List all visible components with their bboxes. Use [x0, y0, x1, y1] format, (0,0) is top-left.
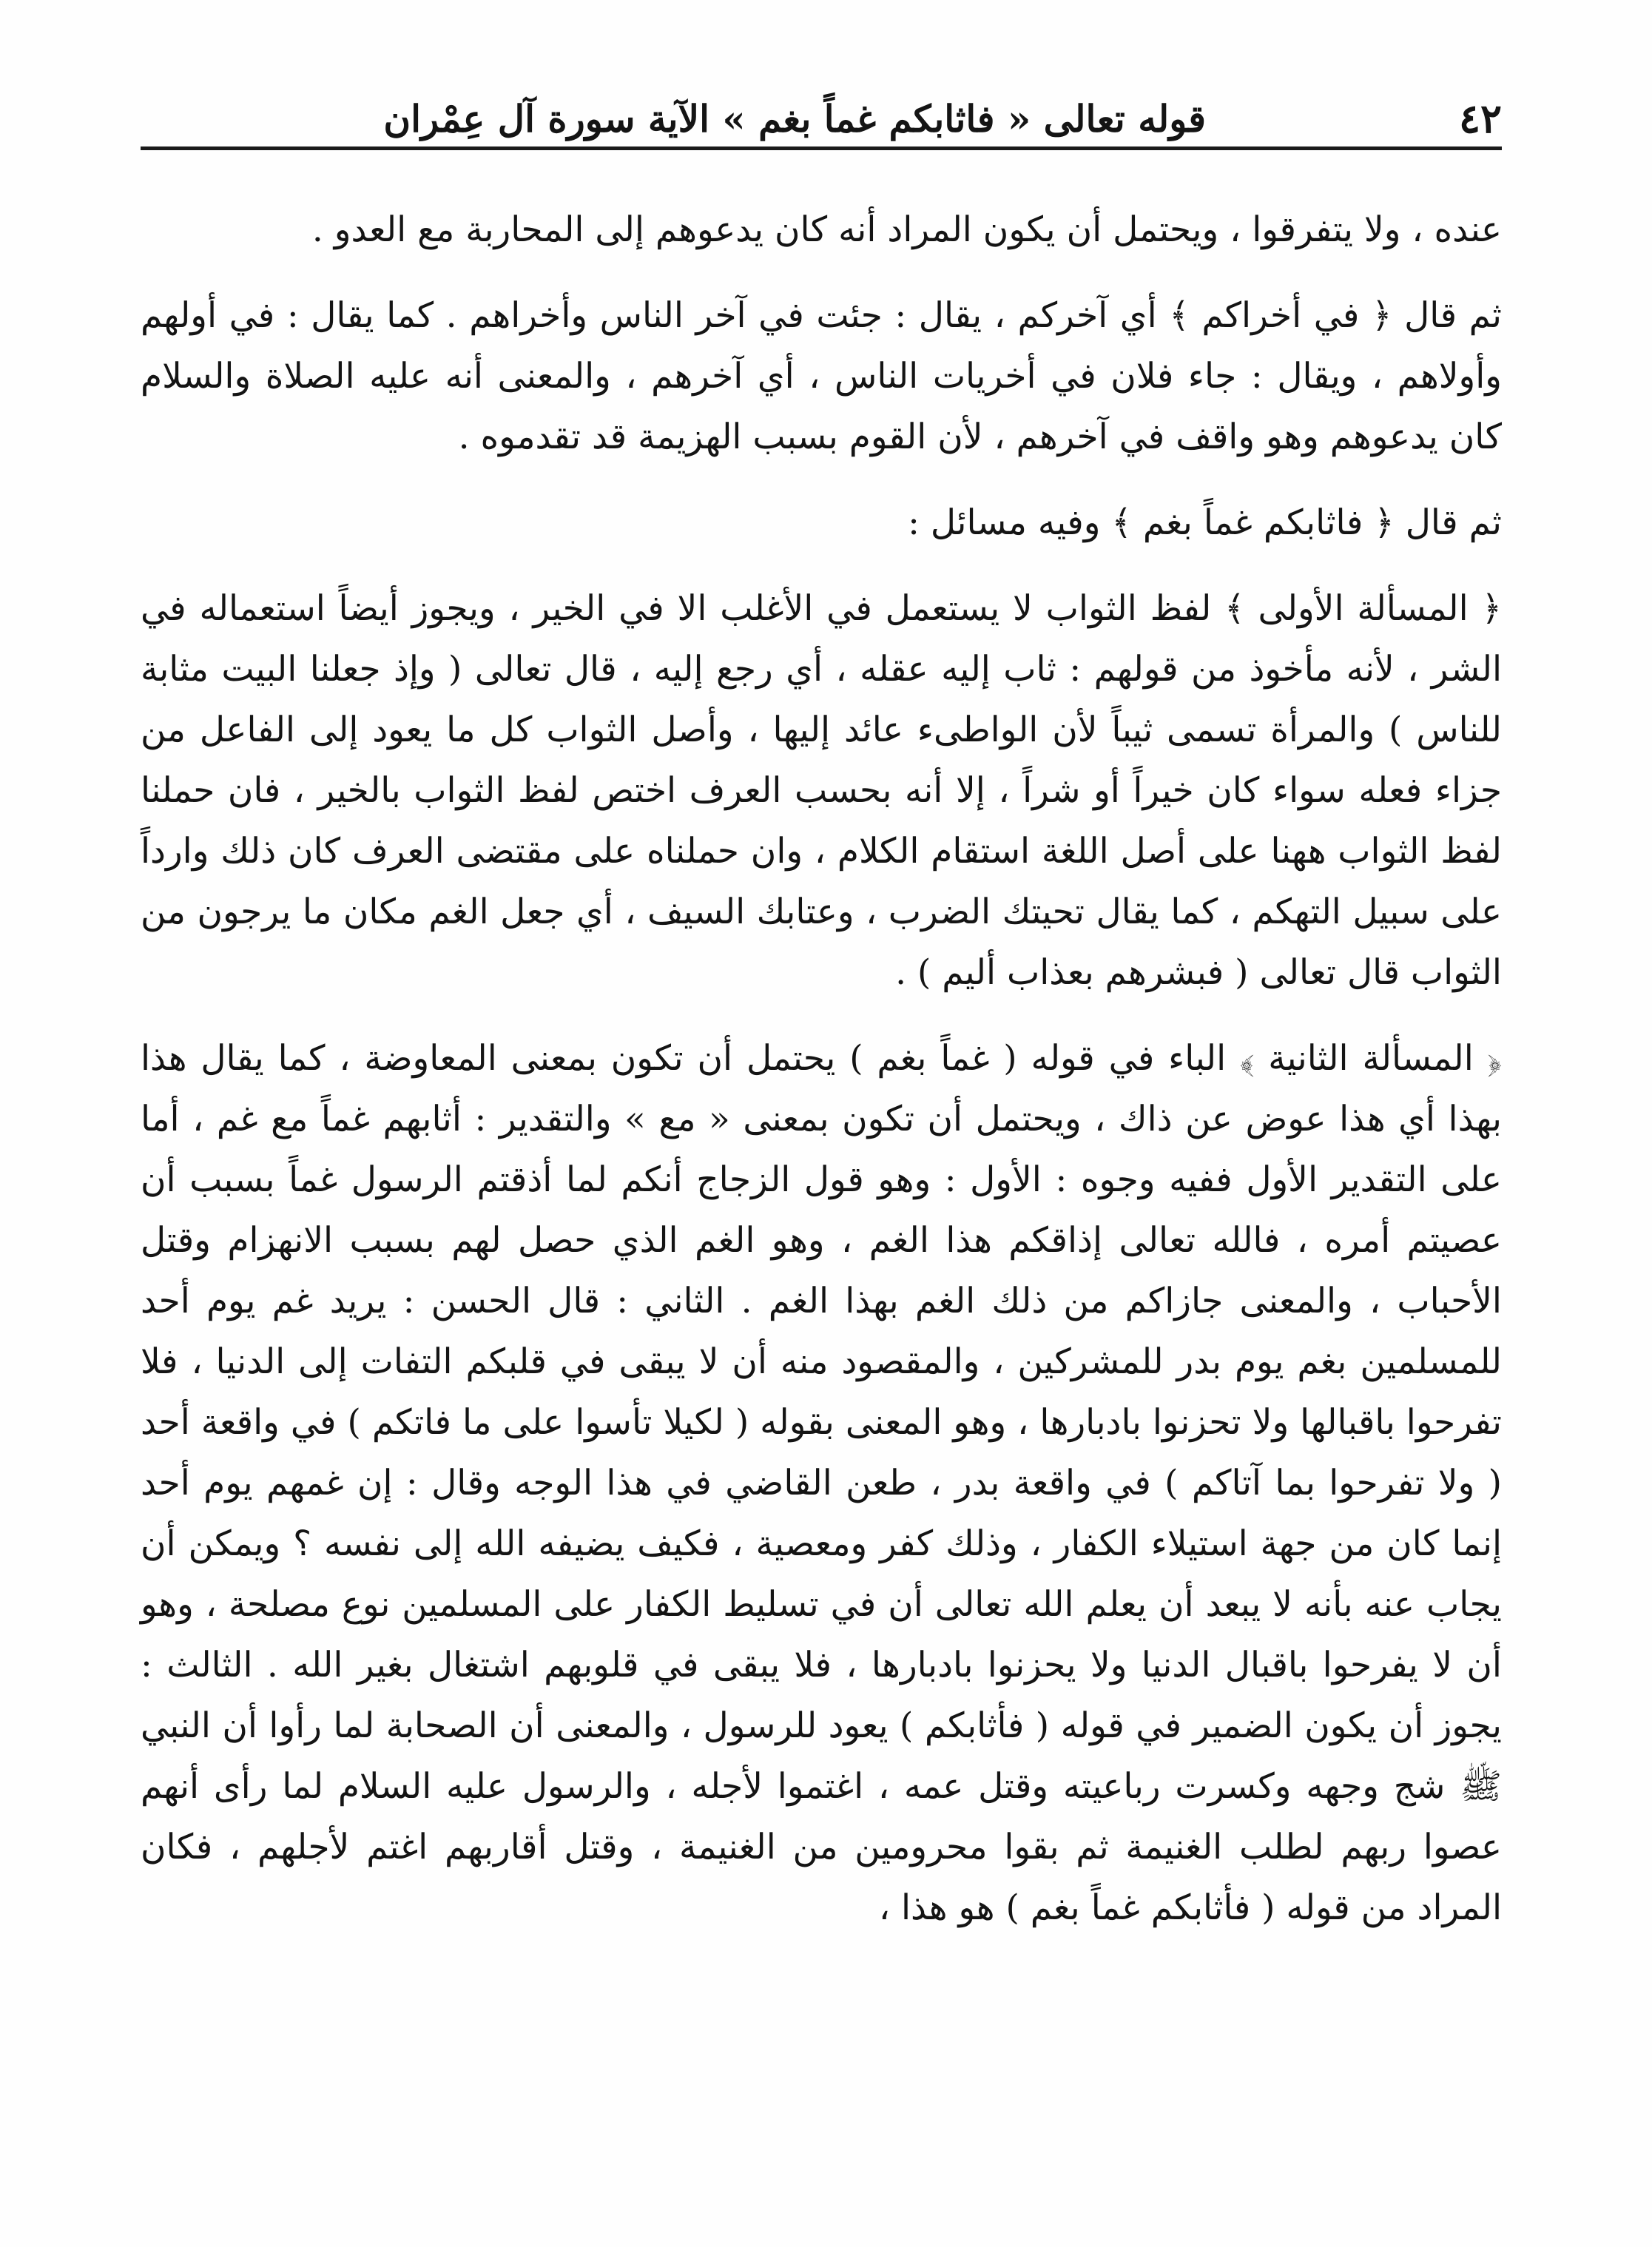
paragraph-second-issue: ﴿ المسألة الثانية ﴾ الباء في قوله ( غماً بغم ) يحتمل أن تكون بمعنى المعاوضة ، كما يقال هذا بهذا أي هذا عوض عن ذاك ، ويحتمل أن تكون بمعنى « مع » والتقدير : أثابهم غماً مع غم ، أما على التقدير الأول ففيه وجوه : الأول : وهو قول الزجاج أنكم لما أذقتم الرسول غماً بسبب أن عصيتم أمره ، فالله تعالى إذاقكم هذا الغم ، وهو الغم الذي حصل لهم بسبب الانهزام وقتل الأحباب ، والمعنى جازاكم من ذلك الغم بهذا الغم . الثاني : قال الحسن : يريد غم يوم أحد للمسلمين بغم يوم بدر للمشركين ، والمقصود منه أن لا يبقى في قلبكم التفات إلى الدنيا ، فلا تفرحوا باقبالها ولا تحزنوا بادبارها ، وهو المعنى بقوله ( لكيلا تأسوا على ما فاتكم ) في واقعة أحد ( ولا تفرحوا بما آتاكم ) في واقعة بدر ، طعن القاضي في هذا الوجه وقال : إن غمهم يوم أحد إنما كان من جهة استيلاء الكفار ، وذلك كفر ومعصية ، فكيف يضيفه الله إلى نفسه ؟ ويمكن أن يجاب عنه بأنه لا يبعد أن يعلم الله تعالى أن في تسليط الكفار على المسلمين نوع مصلحة ، وهو أن لا يفرحوا باقبال الدنيا ولا يحزنوا بادبارها ، فلا يبقى في قلوبهم اشتغال بغير الله . الثالث : يجوز أن يكون الضمير في قوله ( فأثابكم ) يعود للرسول ، والمعنى أن الصحابة لما رأوا أن النبي ﷺ شج وجهه وكسرت رباعيته وقتل عمه ، اغتموا لأجله ، والرسول عليه السلام لما رأى أنهم عصوا ربهم لطلب الغنيمة ثم بقوا محرومين من الغنيمة ، وقتل أقاربهم اغتم لأجلهم ، فكان المراد من قوله ( فأثابكم غماً بغم ) هو هذا ،: [141, 1038, 1502, 1928]
paragraph-first-issue: ﴿ المسألة الأولى ﴾ لفظ الثواب لا يستعمل في الأغلب الا في الخير ، ويجوز أيضاً استعماله في الشر ، لأنه مأخوذ من قولهم : ثاب إليه عقله ، أي رجع إليه ، قال تعالى ( وإذ جعلنا البيت مثابة للناس ) والمرأة تسمى ثيباً لأن الواطىء عائد إليها ، وأصل الثواب كل ما يعود إلى الفاعل من جزاء فعله سواء كان خيراً أو شراً ، إلا أنه بحسب العرف اختص لفظ الثواب بالخير ، فان حملنا لفظ الثواب ههنا على أصل اللغة استقام الكلام ، وان حملناه على مقتضى العرف كان ذلك وارداً على سبيل التهكم ، كما يقال تحيتك الضرب ، وعتابك السيف ، أي جعل الغم مكان ما يرجون من الثواب قال تعالى ( فبشرهم بعذاب أليم ) .: [141, 588, 1502, 993]
page-header: [141, 73, 1502, 150]
body-text: [141, 200, 1502, 1964]
paragraph-masail-intro: ثم قال ﴿ فاثابكم غماً بغم ﴾ وفيه مسائل :: [908, 502, 1502, 543]
running-title: قوله تعالى « فاثابكم غماً بغم » الآية سورة آل عِمْران: [383, 97, 1206, 141]
paragraph-fi-ukhrakum: ثم قال ﴿ في أخراكم ﴾ أي آخركم ، يقال : جئت في آخر الناس وأخراهم . كما يقال : في أولهم وأولاهم ، ويقال : جاء فلان في أخريات الناس ، أي آخرهم ، والمعنى أنه عليه الصلاة والسلام كان يدعوهم وهو واقف في آخرهم ، لأن القوم بسبب الهزيمة قد تقدموه .: [141, 295, 1502, 457]
paragraph-intro: عنده ، ولا يتفرقوا ، ويحتمل أن يكون المراد أنه كان يدعوهم إلى المحاربة مع العدو .: [311, 209, 1502, 250]
page-number: ٤٢: [1458, 95, 1502, 142]
